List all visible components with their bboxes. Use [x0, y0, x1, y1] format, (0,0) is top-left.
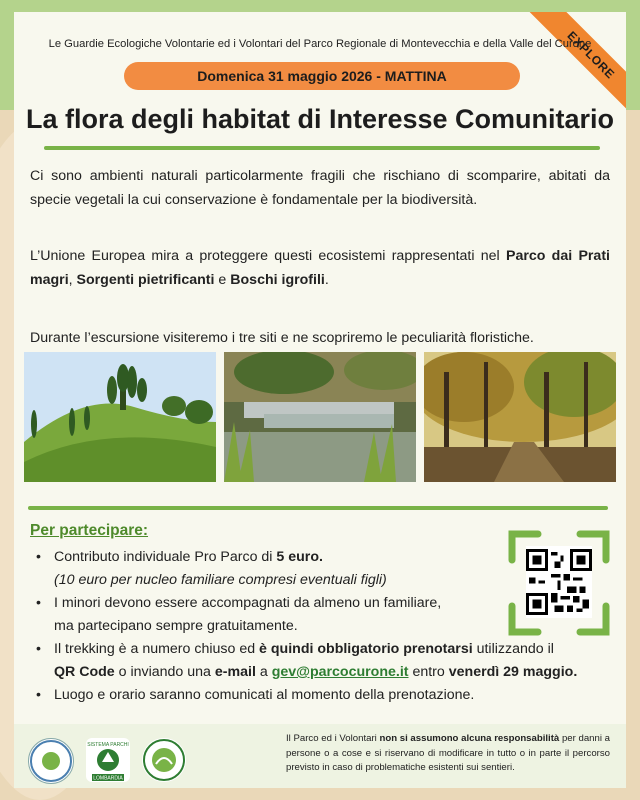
vigilanza-ecologica-logo	[142, 738, 186, 782]
disclaimer: Il Parco ed i Volontari non si assumono alcuna responsabilità per danni a persone o a cose e si riservano di modificare in tutto o in parte il percorso previsto in caso di problematiche esistenti sui sentieri.	[286, 733, 611, 773]
list-item-cont: ma partecipano sempre gratuitamente.	[54, 618, 298, 634]
list-item: • I minori devono essere accompagnati da almeno un familiare,	[36, 595, 442, 611]
list-item-note: (10 euro per nucleo familiare compresi eventuali figli)	[54, 572, 387, 588]
email-link[interactable]: gev@parcocurone.it	[271, 664, 409, 680]
gev-logo	[28, 738, 74, 784]
ribbon-label: EXPLORE	[529, 12, 626, 117]
divider-stroke-2	[28, 506, 608, 510]
poster-card	[14, 12, 626, 788]
photo-meadow	[24, 352, 216, 482]
svg-text:LOMBARDIA: LOMBARDIA	[93, 775, 123, 782]
sistema-parchi-logo	[86, 738, 130, 782]
svg-text:SISTEMA PARCHI: SISTEMA PARCHI	[87, 742, 129, 748]
eu-paragraph: L’Unione Europea mira a proteggere questi ecosistemi rappresentati nel Parco dai Prati magri, Sorgenti pietrificanti e Boschi igrofili.	[30, 248, 610, 288]
organizer-header: Le Guardie Ecologiche Volontarie ed i Volontari del Parco Regionale di Montevecchia e della Valle del Curone	[48, 38, 592, 50]
photo-forest	[424, 352, 616, 482]
list-item: • Luogo e orario saranno comunicati al momento della prenotazione.	[36, 687, 475, 703]
divider-stroke	[44, 146, 600, 150]
photo-spring	[224, 352, 416, 482]
qr-code[interactable]	[526, 546, 592, 618]
list-item: • Il trekking è a numero chiuso ed è quindi obbligatorio prenotarsi utilizzando il QR Code o inviando una e-mail a gev@parcocurone.it entro venerdì 29 maggio.	[36, 641, 578, 680]
page-title: La flora degli habitat di Interesse Comunitario	[25, 104, 615, 134]
section-heading: Per partecipare:	[30, 522, 149, 539]
intro-paragraph: Ci sono ambienti naturali particolarmente fragili che rischiano di scomparire, abitati da specie vegetali la cui conservazione è fondamentale per la biodiversità.	[30, 168, 610, 208]
event-date: Domenica 31 maggio 2026 - MATTINA	[124, 62, 520, 90]
list-item: • Contributo individuale Pro Parco di 5 euro.	[36, 549, 323, 565]
excursion-paragraph: Durante l’escursione visiteremo i tre siti e ne scopriremo le peculiarità floristiche.	[30, 330, 534, 346]
